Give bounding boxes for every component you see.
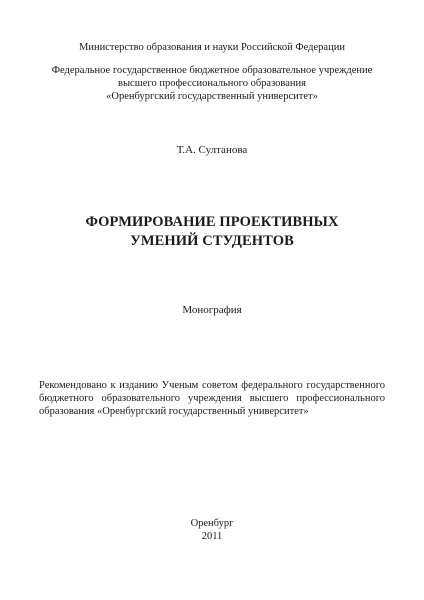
recommendation-line-2: бюджетного образовательного учреждения высшего профессионального — [39, 393, 385, 404]
book-title-line-1: ФОРМИРОВАНИЕ ПРОЕКТИВНЫХ — [85, 214, 339, 230]
recommendation-line-1: Рекомендовано к изданию Ученым советом федерального государственного — [39, 380, 385, 391]
recommendation-block — [39, 379, 385, 418]
publication-genre: Монография — [182, 304, 242, 316]
institution-line-1: Федеральное государственное бюджетное образовательное учреждение — [51, 65, 373, 76]
author-name: Т.А. Султанова — [176, 144, 248, 156]
institution-line-2: высшего профессионального образования — [118, 78, 306, 89]
ministry-name: Министерство образования и науки Российской Федерации — [79, 42, 345, 53]
institution-line-3: «Оренбургский государственный университет» — [106, 91, 318, 102]
publication-city: Оренбург — [190, 518, 234, 529]
book-title-line-2: УМЕНИЙ СТУДЕНТОВ — [130, 233, 294, 249]
recommendation-line-3: образования «Оренбургский государственный университет» — [39, 406, 309, 417]
publication-year: 2011 — [201, 531, 223, 542]
